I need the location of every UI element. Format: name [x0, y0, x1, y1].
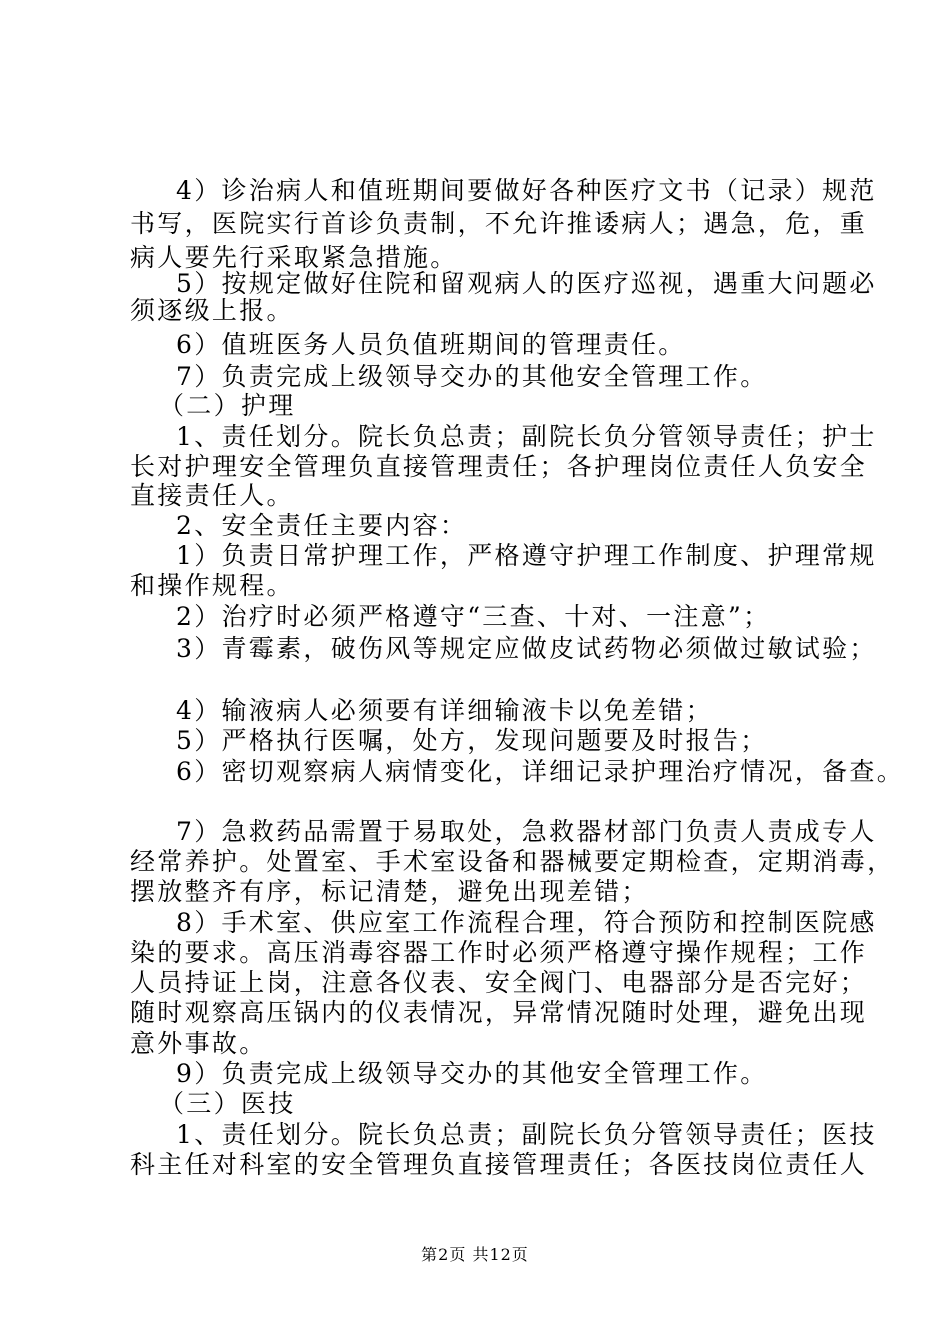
- section-heading: （二）护理: [159, 391, 296, 420]
- text-line: 4）诊治病人和值班期间要做好各种医疗文书（记录）规范: [176, 176, 877, 205]
- text-line: 意外事故。: [130, 1029, 267, 1058]
- text-line: 书写，医院实行首诊负责制，不允许推诿病人；遇急，危，重: [130, 209, 868, 238]
- text-line: 7）负责完成上级领导交办的其他安全管理工作。: [176, 362, 768, 391]
- text-line: 8）手术室、供应室工作流程合理，符合预防和控制医院感: [176, 908, 877, 937]
- text-line: 4）输液病人必须要有详细输液卡以免差错；: [176, 696, 713, 725]
- text-line: 6）值班医务人员负值班期间的管理责任。: [176, 330, 686, 359]
- text-line: 9）负责完成上级领导交办的其他安全管理工作。: [176, 1059, 768, 1088]
- text-line: 1、责任划分。院长负总责；副院长负分管领导责任；护士: [176, 422, 877, 451]
- text-line: 2、安全责任主要内容：: [176, 511, 468, 540]
- section-heading: （三）医技: [159, 1089, 296, 1118]
- text-line: 病人要先行采取紧急措施。: [130, 243, 458, 272]
- text-line: 7）急救药品需置于易取处，急救器材部门负责人责成专人: [176, 817, 877, 846]
- text-line: 6）密切观察病人病情变化，详细记录护理治疗情况，备查。: [176, 757, 905, 786]
- page-number-footer: 第2页 共12页: [421, 1245, 529, 1264]
- text-line: 和操作规程。: [130, 571, 294, 600]
- text-line: 1、责任划分。院长负总责；副院长负分管领导责任；医技: [176, 1120, 877, 1149]
- text-line: 须逐级上报。: [130, 296, 294, 325]
- text-line: 随时观察高压锅内的仪表情况，异常情况随时处理，避免出现: [130, 998, 868, 1027]
- text-line: 人员持证上岗，注意各仪表、安全阀门、电器部分是否完好；: [130, 968, 868, 997]
- text-line: 长对护理安全管理负直接管理责任；各护理岗位责任人负安全: [130, 452, 868, 481]
- text-line: 5）严格执行医嘱，处方，发现问题要及时报告；: [176, 726, 768, 755]
- text-line: 1）负责日常护理工作，严格遵守护理工作制度、护理常规: [176, 541, 877, 570]
- text-line: 科主任对科室的安全管理负直接管理责任；各医技岗位责任人: [130, 1150, 868, 1179]
- text-line: 3）青霉素，破伤风等规定应做皮试药物必须做过敏试验；: [176, 634, 877, 663]
- text-line: 5）按规定做好住院和留观病人的医疗巡视，遇重大问题必: [176, 269, 877, 298]
- text-line: 2）治疗时必须严格遵守“三查、十对、一注意”；: [176, 602, 771, 631]
- text-line: 摆放整齐有序，标记清楚，避免出现差错；: [130, 877, 649, 906]
- text-line: 经常养护。处置室、手术室设备和器械要定期检查，定期消毒，: [130, 847, 895, 876]
- text-line: 直接责任人。: [130, 481, 294, 510]
- text-line: 染的要求。高压消毒容器工作时必须严格遵守操作规程；工作: [130, 938, 868, 967]
